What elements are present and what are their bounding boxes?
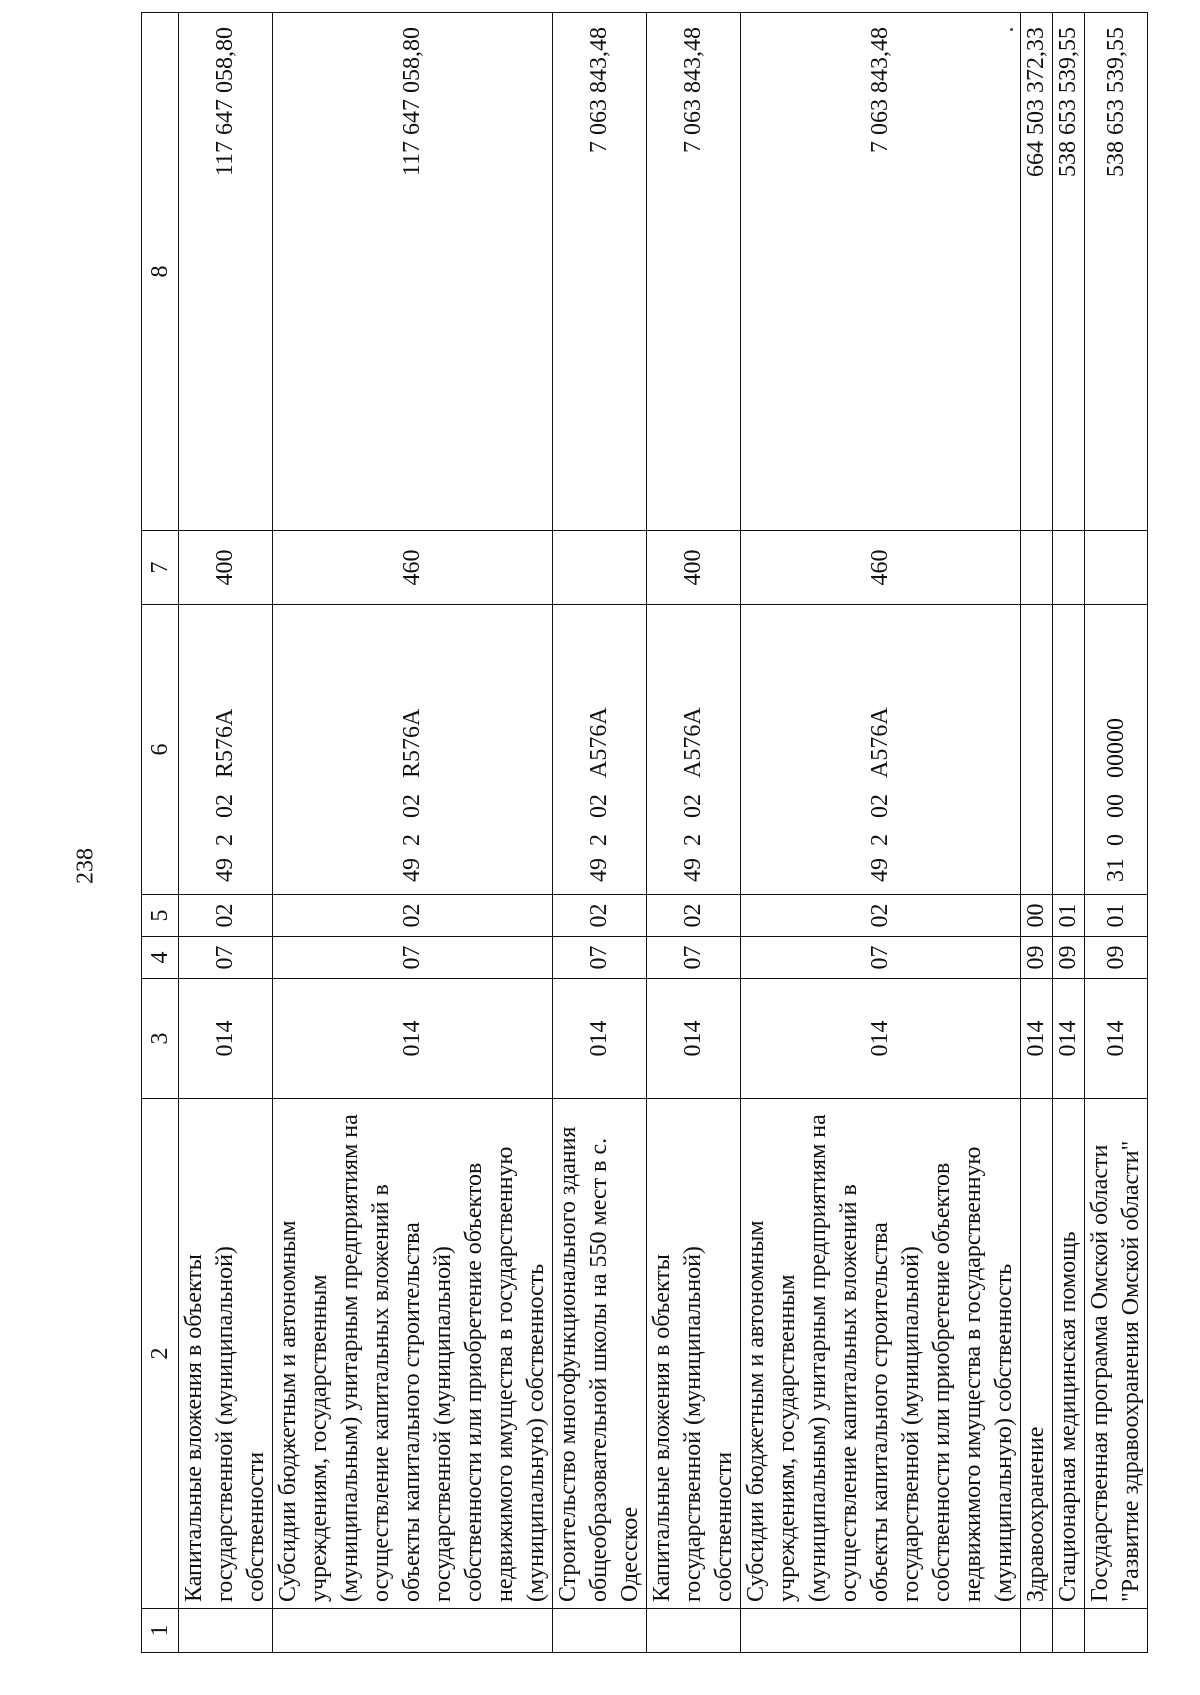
expense-type-code xyxy=(553,531,647,605)
ministry-code: 014 xyxy=(741,979,1021,1099)
expense-type-code: 460 xyxy=(273,531,553,605)
row-index xyxy=(1021,1609,1053,1653)
rotated-page-content xyxy=(141,13,1144,1653)
row-name: Капитальные вложения в объекты государственной (муниципальной) собственности xyxy=(179,1099,273,1609)
header-col-6: 6 xyxy=(142,605,179,895)
expense-type-code xyxy=(1021,531,1053,605)
expense-type-code: 460 xyxy=(741,531,1021,605)
amount: 117 647 058,80 xyxy=(179,13,273,531)
section-code: 07 xyxy=(553,937,647,979)
ministry-code: 014 xyxy=(647,979,741,1099)
header-col-2: 2 xyxy=(142,1099,179,1609)
amount: 664 503 372,33 xyxy=(1021,13,1053,531)
section-code: 09 xyxy=(1021,937,1053,979)
header-row xyxy=(142,13,179,1653)
target-article-code: 49202А576А xyxy=(741,605,1021,895)
row-name: Субсидии бюджетным и автономным учреждениям, государственным (муниципальным) унитарным предприятиям на осуществление капитальных вложений в объекты капитального строительства государственной (муниципальной) собственности или приобретение объектов недвижимого имущества в государственную (муниципальную) собственность xyxy=(741,1099,1021,1609)
row-index xyxy=(1053,1609,1085,1653)
row-name: Субсидии бюджетным и автономным учреждениям, государственным (муниципальным) унитарным предприятиям на осуществление капитальных вложений в объекты капитального строительства государственной (муниципальной) собственности или приобретение объектов недвижимого имущества в государственную (муниципальную) собственность xyxy=(273,1099,553,1609)
amount: 7 063 843,48 xyxy=(647,13,741,531)
amount: 538 653 539,55 xyxy=(1053,13,1085,531)
row-index xyxy=(553,1609,647,1653)
amount: 7 063 843,48 xyxy=(553,13,647,531)
row-index xyxy=(273,1609,553,1653)
section-code: 07 xyxy=(741,937,1021,979)
expense-type-code: 400 xyxy=(647,531,741,605)
header-col-4: 4 xyxy=(142,937,179,979)
section-code: 07 xyxy=(647,937,741,979)
target-article-code: 49202R576А xyxy=(273,605,553,895)
row-name: Стационарная медицинская помощь xyxy=(1053,1099,1085,1609)
table-row xyxy=(553,13,647,1653)
amount: 538 653 539,55 xyxy=(1085,13,1148,531)
header-col-5: 5 xyxy=(142,895,179,937)
section-code: 07 xyxy=(179,937,273,979)
table-row xyxy=(1085,13,1148,1653)
row-name: Государственная программа Омской области "Развитие здравоохранения Омской области" xyxy=(1085,1099,1148,1609)
table-row xyxy=(1021,13,1053,1653)
page-number: 238 xyxy=(72,848,99,884)
row-name: Строительство многофункционального здания общеобразовательной школы на 550 мест в с. Одесское xyxy=(553,1099,647,1609)
table-row xyxy=(1053,13,1085,1653)
ministry-code: 014 xyxy=(1053,979,1085,1099)
amount: 117 647 058,80 xyxy=(273,13,553,531)
expense-type-code: 400 xyxy=(179,531,273,605)
table-row xyxy=(273,13,553,1653)
row-name: Капитальные вложения в объекты государственной (муниципальной) собственности xyxy=(647,1099,741,1609)
target-article-code: 49202R576А xyxy=(179,605,273,895)
section-code: 09 xyxy=(1085,937,1148,979)
ministry-code: 014 xyxy=(1085,979,1148,1099)
expense-type-code xyxy=(1053,531,1085,605)
amount: 7 063 843,48 xyxy=(741,13,1021,531)
target-article-code xyxy=(1053,605,1085,895)
subsection-code: 01 xyxy=(1085,895,1148,937)
subsection-code: 02 xyxy=(741,895,1021,937)
expense-type-code xyxy=(1085,531,1148,605)
target-article-code: 49202А576А xyxy=(647,605,741,895)
row-index xyxy=(741,1609,1021,1653)
section-code: 09 xyxy=(1053,937,1085,979)
ministry-code: 014 xyxy=(179,979,273,1099)
subsection-code: 02 xyxy=(273,895,553,937)
ministry-code: 014 xyxy=(553,979,647,1099)
section-code: 07 xyxy=(273,937,553,979)
header-col-1: 1 xyxy=(142,1609,179,1653)
subsection-code: 00 xyxy=(1021,895,1053,937)
row-name: Здравоохранение xyxy=(1021,1099,1053,1609)
subsection-code: 02 xyxy=(647,895,741,937)
target-article-code: 3100000000 xyxy=(1085,605,1148,895)
target-article-code: 49202А576А xyxy=(553,605,647,895)
table-row xyxy=(741,13,1021,1653)
row-index xyxy=(179,1609,273,1653)
subsection-code: 02 xyxy=(179,895,273,937)
subsection-code: 01 xyxy=(1053,895,1085,937)
subsection-code: 02 xyxy=(553,895,647,937)
header-col-8: 8 xyxy=(142,13,179,531)
header-col-3: 3 xyxy=(142,979,179,1099)
ministry-code: 014 xyxy=(273,979,553,1099)
header-col-7: 7 xyxy=(142,531,179,605)
table-row xyxy=(179,13,273,1653)
target-article-code xyxy=(1021,605,1053,895)
row-index xyxy=(1085,1609,1148,1653)
row-index xyxy=(647,1609,741,1653)
ministry-code: 014 xyxy=(1021,979,1053,1099)
budget-table xyxy=(141,12,1148,1653)
table-row xyxy=(647,13,741,1653)
